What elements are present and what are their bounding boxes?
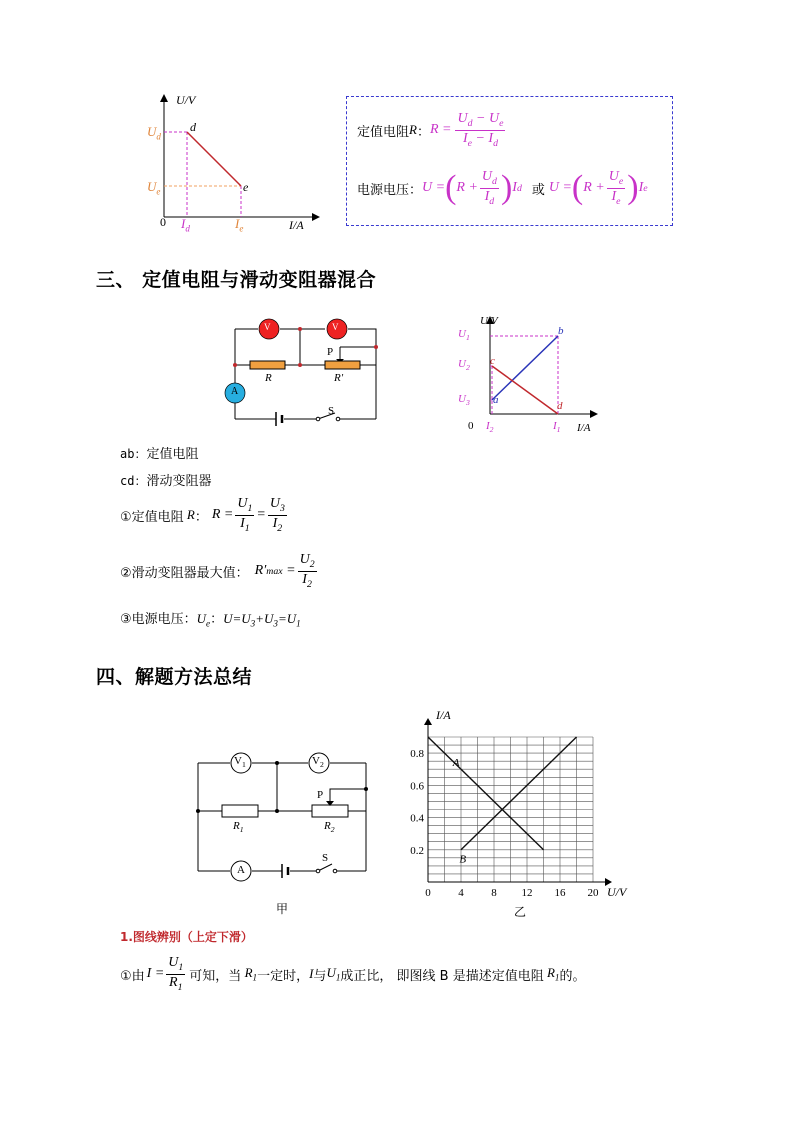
summary-text: ①由 I = $\frac{U_1}{R_1}$ 可知，当 $R_1$ 一定时， I 与 $U_1$ 成正比， 即图线 B 是描述定值电阻 $R_1$ 的。	[120, 955, 586, 993]
g2-point-b: b	[558, 325, 564, 337]
series-label-A: A	[452, 757, 460, 769]
circuit2-p: P	[317, 789, 324, 801]
g2-i2: $I_2$	[486, 420, 494, 435]
x-tick-label: 16	[554, 887, 566, 899]
circuit1-p: P	[327, 346, 334, 358]
circuit2-caption: 甲	[276, 902, 289, 916]
note-ab: ab：定值电阻	[120, 447, 199, 462]
x-tick-label: 0	[425, 887, 431, 899]
g2-x-label: I/A	[577, 422, 591, 434]
g2-u3: $U_3$	[458, 393, 470, 408]
y-tick-label: 0.6	[410, 780, 424, 793]
chart-y-label: I/A	[436, 708, 451, 722]
circuit1-rp: R′	[334, 372, 344, 384]
formula-box	[346, 96, 673, 226]
x-tick-label: 4	[458, 887, 464, 899]
circuit1-s: S	[328, 405, 335, 417]
g2-u2: $U_2$	[458, 358, 470, 373]
x-tick-label: 12	[521, 887, 533, 899]
g1-point-e: e	[243, 180, 249, 194]
chart-caption: 乙	[514, 905, 527, 919]
y-tick-label: 0.8	[410, 748, 424, 761]
g1-ie: $I_e$	[235, 216, 244, 234]
resistance-formula: 定值电阻 R ： R = $\frac{U_d - U_e}{I_e - I_d}$	[357, 111, 504, 149]
circuit2-ammeter: A	[237, 864, 245, 876]
circuit1-r: R	[265, 372, 272, 384]
circuit-diagram-1	[220, 315, 390, 430]
ud-ie-graph	[140, 92, 320, 237]
chart-x-label: U/V	[607, 885, 627, 899]
g2-y-label: U/V	[480, 315, 498, 327]
x-tick-label: 20	[587, 887, 599, 899]
g2-origin: 0	[468, 420, 474, 432]
note-item-3: ③电源电压：$U_e$：$U=U_3+U_3=U_1$	[120, 611, 301, 629]
g1-origin: 0	[160, 215, 166, 229]
g1-x-label: I/A	[289, 218, 304, 232]
y-tick-label: 0.2	[410, 844, 424, 857]
y-tick-label: 0.4	[410, 812, 424, 825]
circuit2-s: S	[322, 852, 329, 864]
voltage-formula: 电源电压： U = ( R + $\frac{U_d}{I_d}$ ) I d 或 U = ( R + $\frac{U_e}{I_e}$ ) I e	[357, 169, 648, 207]
circuit2-v2: $V_2$	[312, 755, 324, 770]
circuit-diagram-2	[190, 745, 375, 885]
note-cd: cd：滑动变阻器	[120, 474, 212, 489]
g2-point-c: c	[490, 355, 495, 367]
g1-id: $I_d$	[181, 216, 190, 234]
circuit2-r1: $R_1$	[233, 820, 244, 835]
i-u-chart	[395, 705, 645, 905]
summary-heading: 1.图线辨别（上定下滑）	[120, 930, 253, 944]
circuit1-v2: V	[332, 322, 339, 332]
circuit1-ammeter: A	[231, 386, 239, 397]
circuit2-r2: $R_2$	[324, 820, 335, 835]
series-label-B: B	[459, 853, 467, 866]
section-4-heading: 四、解题方法总结	[96, 666, 253, 688]
circuit2-v1: $V_1$	[234, 755, 246, 770]
note-item-1: ①定值电阻 R ： R = $\frac{U_1}{I_1}$ = $\frac{U_3}{I_2}$	[120, 496, 285, 534]
x-tick-label: 8	[491, 887, 497, 899]
circuit1-v1: V	[264, 322, 271, 332]
note-item-2: ②滑动变阻器最大值： R′ max = $\frac{U_2}{I_2}$	[120, 552, 315, 590]
g1-y-label: U/V	[176, 93, 196, 107]
y-axis-arrow	[424, 718, 432, 725]
section-3-heading: 三、 定值电阻与滑动变阻器混合	[96, 269, 377, 291]
g2-i1: $I_1$	[553, 420, 561, 435]
g2-u1: $U_1$	[458, 328, 470, 343]
g1-ud: $U_d$	[147, 124, 161, 142]
g1-point-d: d	[190, 120, 196, 134]
g2-point-a: a	[493, 394, 499, 406]
g2-point-d: d	[557, 400, 563, 412]
g1-ue: $U_e$	[147, 179, 161, 197]
